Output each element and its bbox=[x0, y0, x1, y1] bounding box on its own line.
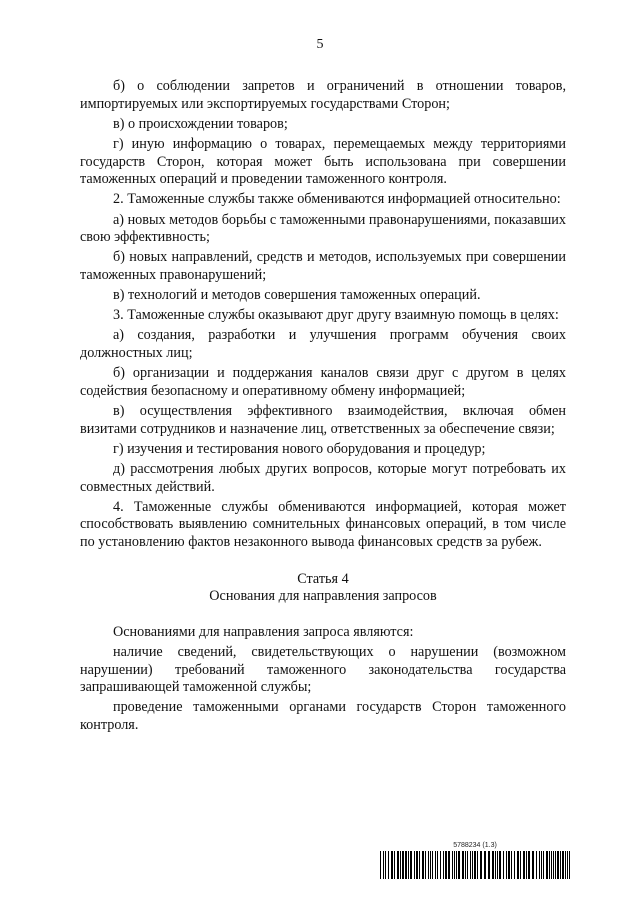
paragraph: б) о соблюдении запретов и ограничений в отношении товаров, импортируемых или экспортируемых государствами Сторон; bbox=[80, 78, 566, 112]
paragraph: г) иную информацию о товарах, перемещаемых между территориями государств Сторон, которая может быть использована при совершении таможенных операций и проведении таможенного контроля. bbox=[80, 135, 566, 188]
paragraph: Основаниями для направления запроса являются: bbox=[113, 623, 414, 640]
paragraph: 4. Таможенные службы обмениваются информацией, которая может способствовать выявлению сомнительных финансовых операций, в том числе по установлению фактов незаконного вывода финансовых средств за рубеж. bbox=[80, 498, 566, 550]
paragraph: а) создания, разработки и улучшения программ обучения своих должностных лиц; bbox=[80, 327, 566, 362]
paragraph: а) новых методов борьбы с таможенными правонарушениями, показавших свою эффективность; bbox=[80, 211, 566, 246]
article-title: Основания для направления запросов bbox=[209, 588, 437, 605]
paragraph: проведение таможенными органами государств Сторон таможенного контроля. bbox=[80, 699, 566, 733]
paragraph: 2. Таможенные службы также обмениваются информацией относительно: bbox=[113, 191, 561, 208]
barcode-code-text: 5788234 (1.3) bbox=[453, 842, 497, 849]
paragraph: б) новых направлений, средств и методов, используемых при совершении таможенных правонарушений; bbox=[80, 249, 566, 283]
paragraph: б) организации и поддержания каналов связи друг с другом в целях содействия безопасному и оперативному обмену информацией; bbox=[80, 365, 566, 399]
paragraph: 3. Таможенные службы оказывают друг другу взаимную помощь в целях: bbox=[113, 307, 559, 324]
paragraphs-before-article bbox=[80, 78, 566, 552]
footer-barcode-block bbox=[380, 842, 570, 879]
paragraph: в) о происхождении товаров; bbox=[113, 115, 288, 132]
paragraph: наличие сведений, свидетельствующих о нарушении (возможном нарушении) требований таможенного законодательства государства запрашивающей таможенной службы; bbox=[80, 643, 566, 696]
paragraphs-after-article bbox=[80, 624, 566, 735]
document-body bbox=[80, 78, 566, 737]
barcode-image bbox=[380, 851, 570, 879]
paragraph: г) изучения и тестирования нового оборудования и процедур; bbox=[113, 440, 486, 457]
article-number: Статья 4 bbox=[297, 570, 349, 587]
paragraph: в) технологий и методов совершения таможенных операций. bbox=[113, 287, 481, 304]
paragraph: в) осуществления эффективного взаимодействия, включая обмен визитами сотрудников и назначение лиц, ответственных за обеспечение связи; bbox=[80, 403, 566, 437]
page-number: 5 bbox=[316, 37, 324, 52]
paragraph: д) рассмотрения любых других вопросов, которые могут потребовать их совместных действий. bbox=[80, 461, 566, 495]
